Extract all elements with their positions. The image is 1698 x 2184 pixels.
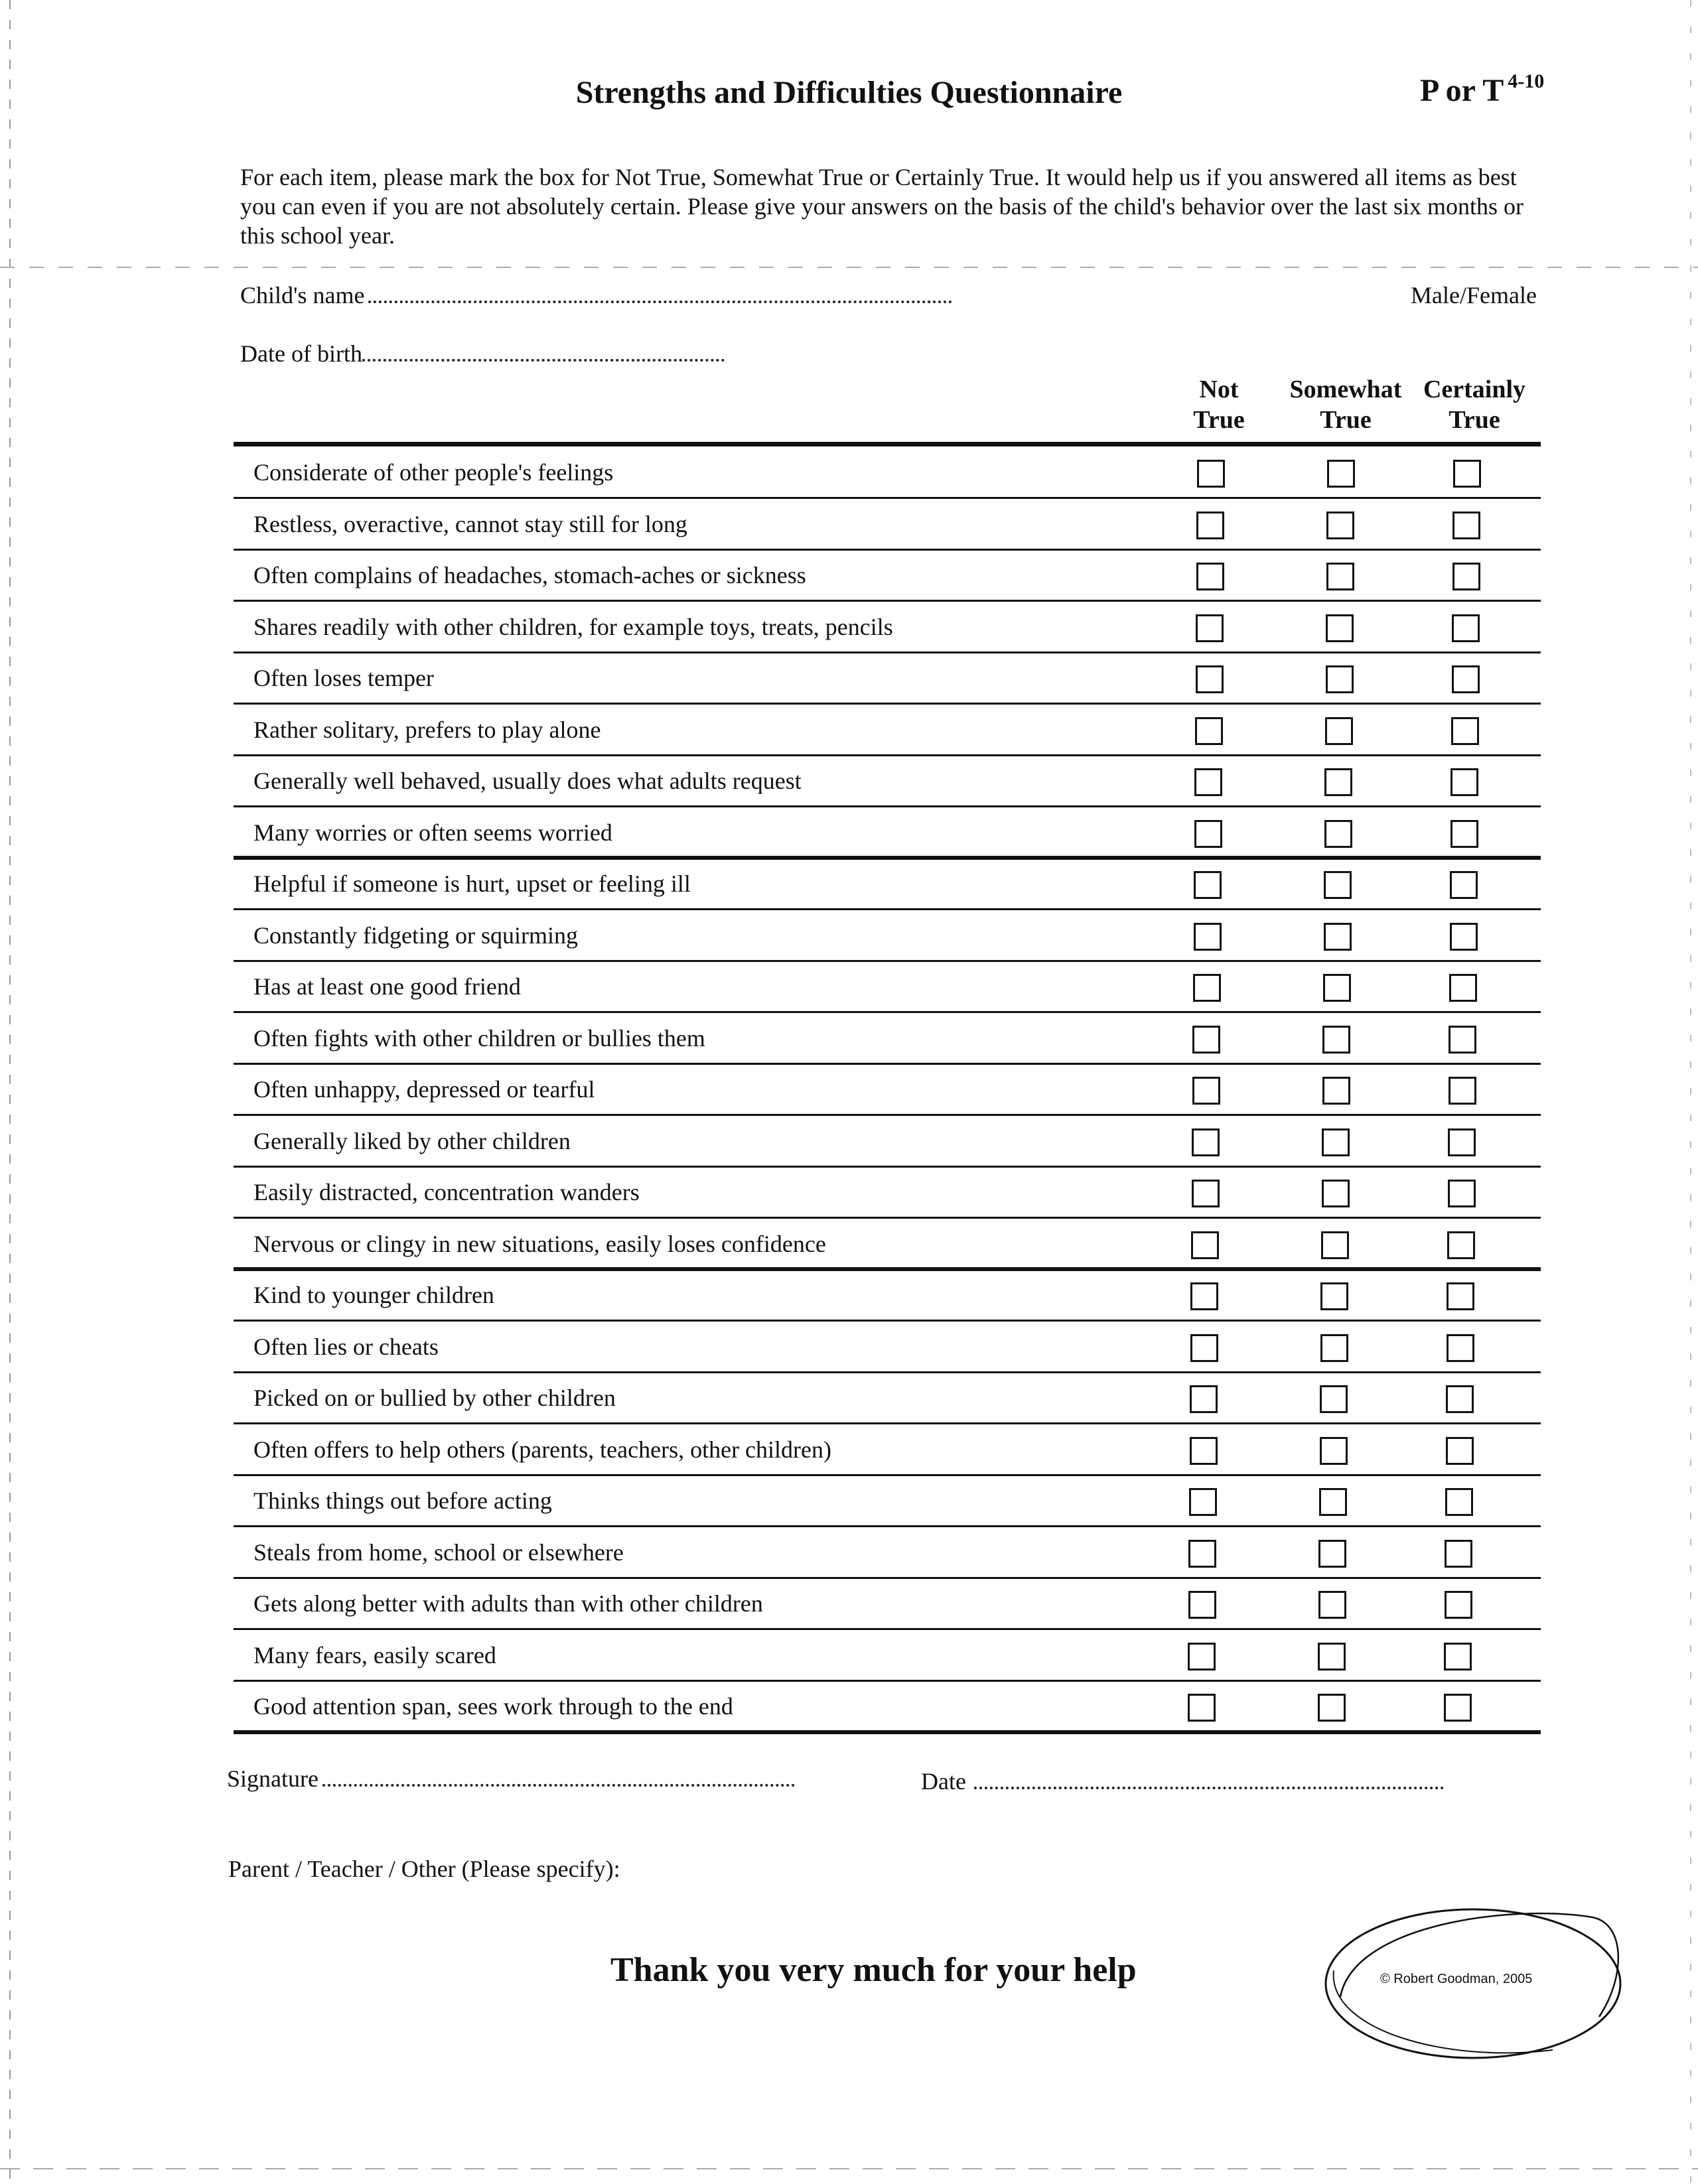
item-label: Kind to younger children	[253, 1282, 494, 1308]
row-rule	[234, 1371, 1541, 1373]
somewhat-true-checkbox[interactable]	[1320, 1385, 1348, 1413]
somewhat-true-checkbox[interactable]	[1318, 1643, 1346, 1671]
item-label: Steals from home, school or elsewhere	[253, 1538, 624, 1566]
section-rule	[234, 856, 1541, 860]
row-rule	[234, 703, 1541, 705]
date-field	[921, 1767, 1444, 1795]
not-true-checkbox[interactable]	[1197, 460, 1225, 488]
not-true-checkbox[interactable]	[1189, 1488, 1217, 1516]
somewhat-true-checkbox[interactable]	[1318, 1540, 1346, 1568]
item-label: Helpful if someone is hurt, upset or feeling ill	[253, 870, 691, 897]
item-label: Many worries or often seems worried	[253, 819, 612, 846]
signature-field	[227, 1765, 795, 1793]
col-somewhat-true	[1273, 374, 1419, 435]
row-rule	[234, 908, 1541, 910]
row-rule	[234, 1422, 1541, 1424]
not-true-checkbox[interactable]	[1190, 1282, 1218, 1310]
scan-fold-line	[0, 267, 1698, 268]
somewhat-true-checkbox[interactable]	[1320, 1437, 1348, 1465]
certainly-true-checkbox[interactable]	[1450, 871, 1478, 899]
certainly-true-checkbox[interactable]	[1444, 1694, 1472, 1722]
copyright-text: © Robert Goodman, 2005	[1380, 1972, 1533, 1986]
item-label: Generally well behaved, usually does what adults request	[253, 768, 802, 794]
somewhat-true-checkbox[interactable]	[1324, 923, 1352, 951]
scan-edge-right	[1690, 0, 1691, 2184]
col-not-true-line1: Not	[1199, 375, 1239, 403]
item-label: Shares readily with other children, for example toys, treats, pencils	[253, 613, 893, 640]
not-true-checkbox[interactable]	[1196, 614, 1224, 642]
row-rule	[234, 1474, 1541, 1476]
somewhat-true-checkbox[interactable]	[1319, 1488, 1347, 1516]
item-label: Nervous or clingy in new situations, easily loses confidence	[253, 1230, 826, 1257]
certainly-true-checkbox[interactable]	[1445, 1591, 1472, 1619]
not-true-checkbox[interactable]	[1188, 1694, 1216, 1722]
item-label: Many fears, easily scared	[253, 1641, 496, 1669]
section-rule	[234, 1267, 1541, 1271]
row-rule	[234, 754, 1541, 756]
somewhat-true-checkbox[interactable]	[1322, 1077, 1350, 1105]
instructions: For each item, please mark the box for Not True, Somewhat True or Certainly True. It would help us if you answered all items as best you can even if you are not absolutely certain. Please give your answers on the basis of the child's behavior over the last six months or this school year.	[240, 164, 1523, 249]
thank-you-message: Thank you very much for your help	[610, 1951, 1137, 1989]
col-not-true	[1146, 374, 1292, 435]
not-true-checkbox[interactable]	[1190, 1385, 1218, 1413]
item-label: Thinks things out before acting	[253, 1487, 552, 1514]
row-rule	[234, 1217, 1541, 1219]
certainly-true-checkbox[interactable]	[1448, 1128, 1476, 1156]
not-true-checkbox[interactable]	[1192, 1026, 1220, 1054]
row-rule	[234, 1628, 1541, 1630]
child-name-field	[240, 281, 952, 309]
row-rule	[234, 960, 1541, 962]
item-label: Often lies or cheats	[253, 1333, 439, 1360]
somewhat-true-checkbox[interactable]	[1325, 717, 1353, 745]
not-true-checkbox[interactable]	[1194, 923, 1222, 951]
col-certainly-true	[1401, 374, 1547, 435]
not-true-checkbox[interactable]	[1190, 1437, 1218, 1465]
certainly-true-checkbox[interactable]	[1450, 820, 1478, 848]
item-label: Good attention span, sees work through to the end	[253, 1693, 733, 1720]
dob-label: Date of birth	[240, 340, 362, 367]
not-true-checkbox[interactable]	[1192, 1128, 1220, 1156]
signature-label: Signature	[227, 1765, 318, 1792]
col-certainly-true-line2: True	[1449, 406, 1500, 434]
signature-input-line[interactable]	[322, 1784, 795, 1787]
item-label: Easily distracted, concentration wanders	[253, 1179, 640, 1205]
item-label: Picked on or bullied by other children	[253, 1385, 616, 1411]
row-rule	[234, 1011, 1541, 1013]
dob-field	[240, 340, 725, 368]
scan-bottom-line	[0, 2168, 1698, 2169]
certainly-true-checkbox[interactable]	[1452, 614, 1480, 642]
somewhat-true-checkbox[interactable]	[1318, 1591, 1346, 1619]
item-label: Often unhappy, depressed or tearful	[253, 1076, 595, 1103]
somewhat-true-checkbox[interactable]	[1324, 768, 1352, 796]
date-input-line[interactable]	[974, 1787, 1444, 1789]
certainly-true-checkbox[interactable]	[1445, 1540, 1472, 1568]
row-rule	[234, 600, 1541, 602]
item-label: Constantly fidgeting or squirming	[253, 921, 578, 949]
somewhat-true-checkbox[interactable]	[1323, 974, 1351, 1002]
form-code-letters: P or T	[1420, 73, 1504, 108]
not-true-checkbox[interactable]	[1196, 665, 1224, 693]
row-rule	[234, 1525, 1541, 1527]
row-rule	[234, 1166, 1541, 1168]
certainly-true-checkbox[interactable]	[1452, 512, 1480, 539]
form-code	[1420, 70, 1544, 109]
not-true-checkbox[interactable]	[1194, 820, 1222, 848]
table-top-rule	[234, 442, 1541, 446]
somewhat-true-checkbox[interactable]	[1322, 1128, 1350, 1156]
not-true-checkbox[interactable]	[1196, 512, 1224, 539]
somewhat-true-checkbox[interactable]	[1320, 1282, 1348, 1310]
not-true-checkbox[interactable]	[1191, 1231, 1219, 1259]
certainly-true-checkbox[interactable]	[1447, 1231, 1475, 1259]
copyright-stamp	[1314, 1897, 1632, 2070]
certainly-true-checkbox[interactable]	[1451, 717, 1479, 745]
child-name-input-line[interactable]	[368, 301, 952, 303]
row-rule	[234, 1063, 1541, 1065]
col-somewhat-true-line2: True	[1320, 406, 1372, 434]
certainly-true-checkbox[interactable]	[1453, 460, 1481, 488]
item-label: Restless, overactive, cannot stay still for long	[253, 510, 687, 537]
not-true-checkbox[interactable]	[1188, 1540, 1216, 1568]
somewhat-true-checkbox[interactable]	[1322, 1180, 1350, 1207]
item-label: Often offers to help others (parents, teachers, other children)	[253, 1436, 831, 1463]
item-label: Generally liked by other children	[253, 1127, 571, 1154]
scan-edge-left	[9, 0, 11, 2184]
not-true-checkbox[interactable]	[1193, 974, 1221, 1002]
not-true-checkbox[interactable]	[1190, 1334, 1218, 1362]
not-true-checkbox[interactable]	[1188, 1591, 1216, 1619]
item-label: Considerate of other people's feelings	[253, 459, 614, 486]
child-name-label: Child's name	[240, 282, 365, 308]
item-label: Rather solitary, prefers to play alone	[253, 716, 601, 743]
somewhat-true-checkbox[interactable]	[1327, 460, 1355, 488]
certainly-true-checkbox[interactable]	[1446, 1437, 1474, 1465]
row-rule	[234, 1577, 1541, 1579]
certainly-true-checkbox[interactable]	[1449, 1026, 1476, 1054]
certainly-true-checkbox[interactable]	[1450, 768, 1478, 796]
date-label: Date	[921, 1768, 966, 1795]
somewhat-true-checkbox[interactable]	[1326, 614, 1354, 642]
row-rule	[234, 1320, 1541, 1322]
item-label: Gets along better with adults than with other children	[253, 1590, 763, 1617]
somewhat-true-checkbox[interactable]	[1326, 665, 1354, 693]
certainly-true-checkbox[interactable]	[1446, 1385, 1474, 1413]
item-label: Often fights with other children or bullies them	[253, 1024, 705, 1052]
certainly-true-checkbox[interactable]	[1449, 974, 1477, 1002]
page-title: Strengths and Difficulties Questionnaire	[575, 75, 1123, 110]
row-rule	[234, 805, 1541, 807]
dob-input-line[interactable]	[362, 359, 725, 362]
row-rule	[234, 549, 1541, 551]
somewhat-true-checkbox[interactable]	[1324, 820, 1352, 848]
not-true-checkbox[interactable]	[1192, 1077, 1220, 1105]
somewhat-true-checkbox[interactable]	[1320, 1334, 1348, 1362]
certainly-true-checkbox[interactable]	[1444, 1643, 1472, 1671]
somewhat-true-checkbox[interactable]	[1326, 512, 1354, 539]
certainly-true-checkbox[interactable]	[1445, 1488, 1473, 1516]
certainly-true-checkbox[interactable]	[1449, 1077, 1476, 1105]
certainly-true-checkbox[interactable]	[1448, 1180, 1476, 1207]
certainly-true-checkbox[interactable]	[1452, 563, 1480, 590]
somewhat-true-checkbox[interactable]	[1318, 1694, 1346, 1722]
item-label: Often loses temper	[253, 665, 434, 691]
not-true-checkbox[interactable]	[1188, 1643, 1216, 1671]
row-rule	[234, 651, 1541, 653]
form-code-age: 4-10	[1508, 70, 1545, 92]
table-bottom-rule	[234, 1730, 1541, 1734]
certainly-true-checkbox[interactable]	[1450, 923, 1478, 951]
relation-label: Parent / Teacher / Other (Please specify):	[228, 1856, 620, 1882]
gender-label[interactable]: Male/Female	[1411, 282, 1537, 308]
not-true-checkbox[interactable]	[1196, 563, 1224, 590]
col-certainly-true-line1: Certainly	[1423, 375, 1526, 403]
not-true-checkbox[interactable]	[1195, 717, 1223, 745]
certainly-true-checkbox[interactable]	[1452, 665, 1480, 693]
row-rule	[234, 1680, 1541, 1682]
somewhat-true-checkbox[interactable]	[1321, 1231, 1349, 1259]
col-not-true-line2: True	[1193, 406, 1245, 434]
item-label: Often complains of headaches, stomach-aches or sickness	[253, 562, 806, 588]
row-rule	[234, 497, 1541, 499]
col-somewhat-true-line1: Somewhat	[1289, 375, 1402, 403]
row-rule	[234, 1114, 1541, 1116]
somewhat-true-checkbox[interactable]	[1322, 1026, 1350, 1054]
somewhat-true-checkbox[interactable]	[1326, 563, 1354, 590]
not-true-checkbox[interactable]	[1194, 871, 1222, 899]
not-true-checkbox[interactable]	[1192, 1180, 1220, 1207]
certainly-true-checkbox[interactable]	[1447, 1282, 1474, 1310]
certainly-true-checkbox[interactable]	[1447, 1334, 1474, 1362]
item-label: Has at least one good friend	[253, 973, 521, 1000]
somewhat-true-checkbox[interactable]	[1324, 871, 1352, 899]
not-true-checkbox[interactable]	[1194, 768, 1222, 796]
